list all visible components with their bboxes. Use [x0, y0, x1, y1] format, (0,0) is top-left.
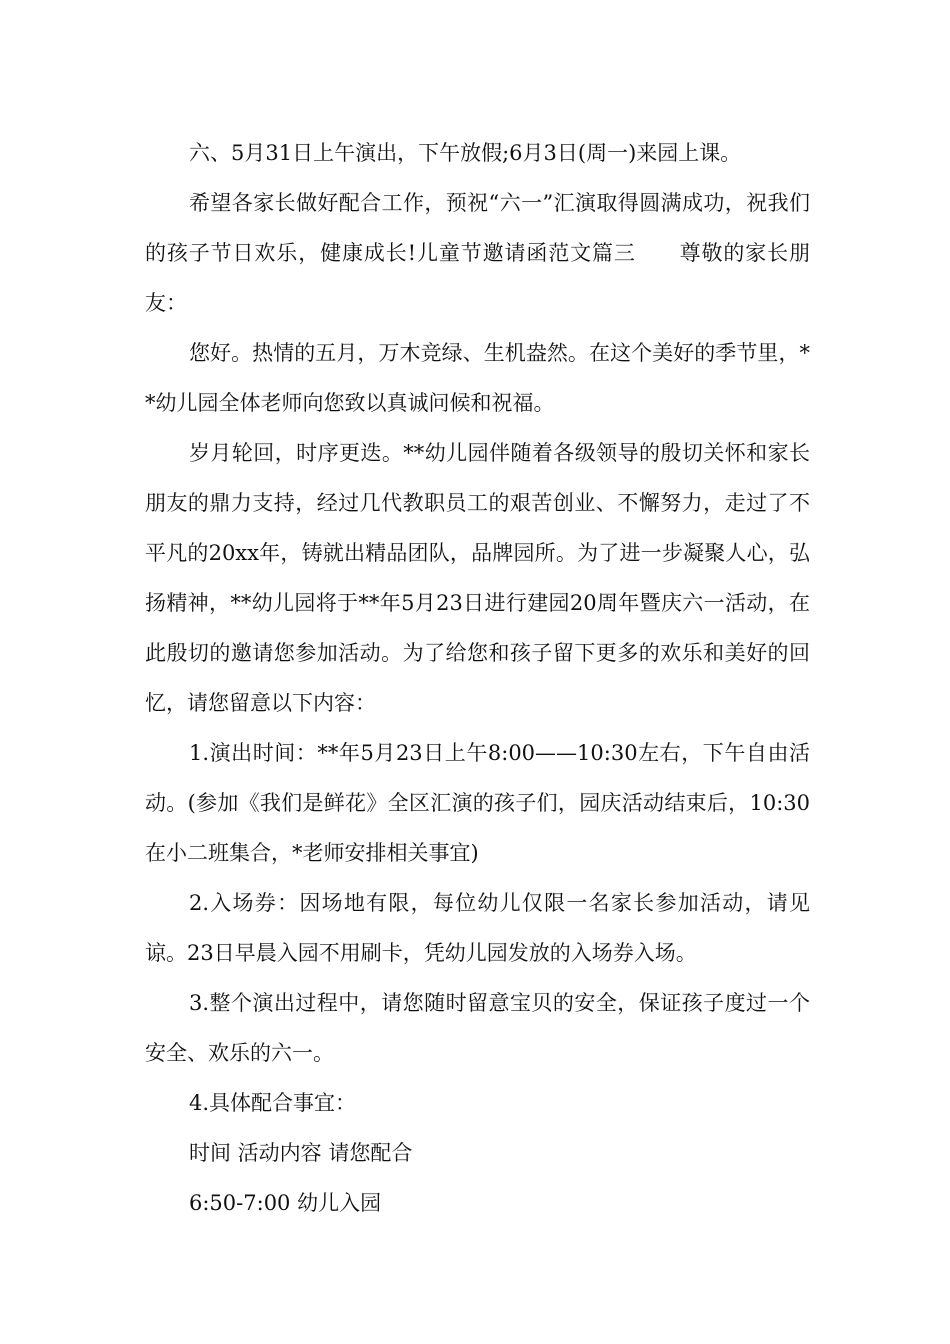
paragraph-schedule: 六、5月31日上午演出，下午放假;6月3日(周一)来园上课。 [189, 141, 742, 165]
paragraph-greeting: 您好。热情的五月，万木竞绿、生机盎然。在这个美好的季节里，**幼儿园全体老师向您致以真诚问候和祝福。 [145, 341, 810, 415]
document-body [145, 128, 810, 1228]
table-row-line: 6:50-7:00 幼儿入园 [189, 1191, 382, 1215]
paragraph-closing-wishes: 希望各家长做好配合工作，预祝“六一”汇演取得圆满成功，祝我们的孩子节日欢乐，健康成长!儿童节邀请函范文篇三 尊敬的家长朋友： [145, 191, 810, 315]
table-header-line: 时间 活动内容 请您配合 [189, 1141, 413, 1165]
paragraph-item-4: 4.具体配合事宜： [189, 1091, 357, 1115]
paragraph-item-3: 3.整个演出过程中，请您随时留意宝贝的安全，保证孩子度过一个安全、欢乐的六一。 [145, 991, 810, 1065]
paragraph-item-1: 1.演出时间：**年5月23日上午8:00——10:30左右，下午自由活动。(参加《我们是鲜花》全区汇演的孩子们，园庆活动结束后，10:30在小二班集合，*老师安排相关事宜) [145, 741, 810, 865]
paragraph-invitation: 岁月轮回，时序更迭。**幼儿园伴随着各级领导的殷切关怀和家长朋友的鼎力支持，经过几代教职员工的艰苦创业、不懈努力，走过了不平凡的20xx年，铸就出精品团队，品牌园所。为了进一步凝聚人心，弘扬精神，**幼儿园将于**年5月23日进行建园20周年暨庆六一活动，在此殷切的邀请您参加活动。为了给您和孩子留下更多的欢乐和美好的回忆，请您留意以下内容： [145, 441, 810, 715]
paragraph-item-2: 2.入场券：因场地有限，每位幼儿仅限一名家长参加活动，请见谅。23日早晨入园不用刷卡，凭幼儿园发放的入场券入场。 [145, 891, 810, 965]
